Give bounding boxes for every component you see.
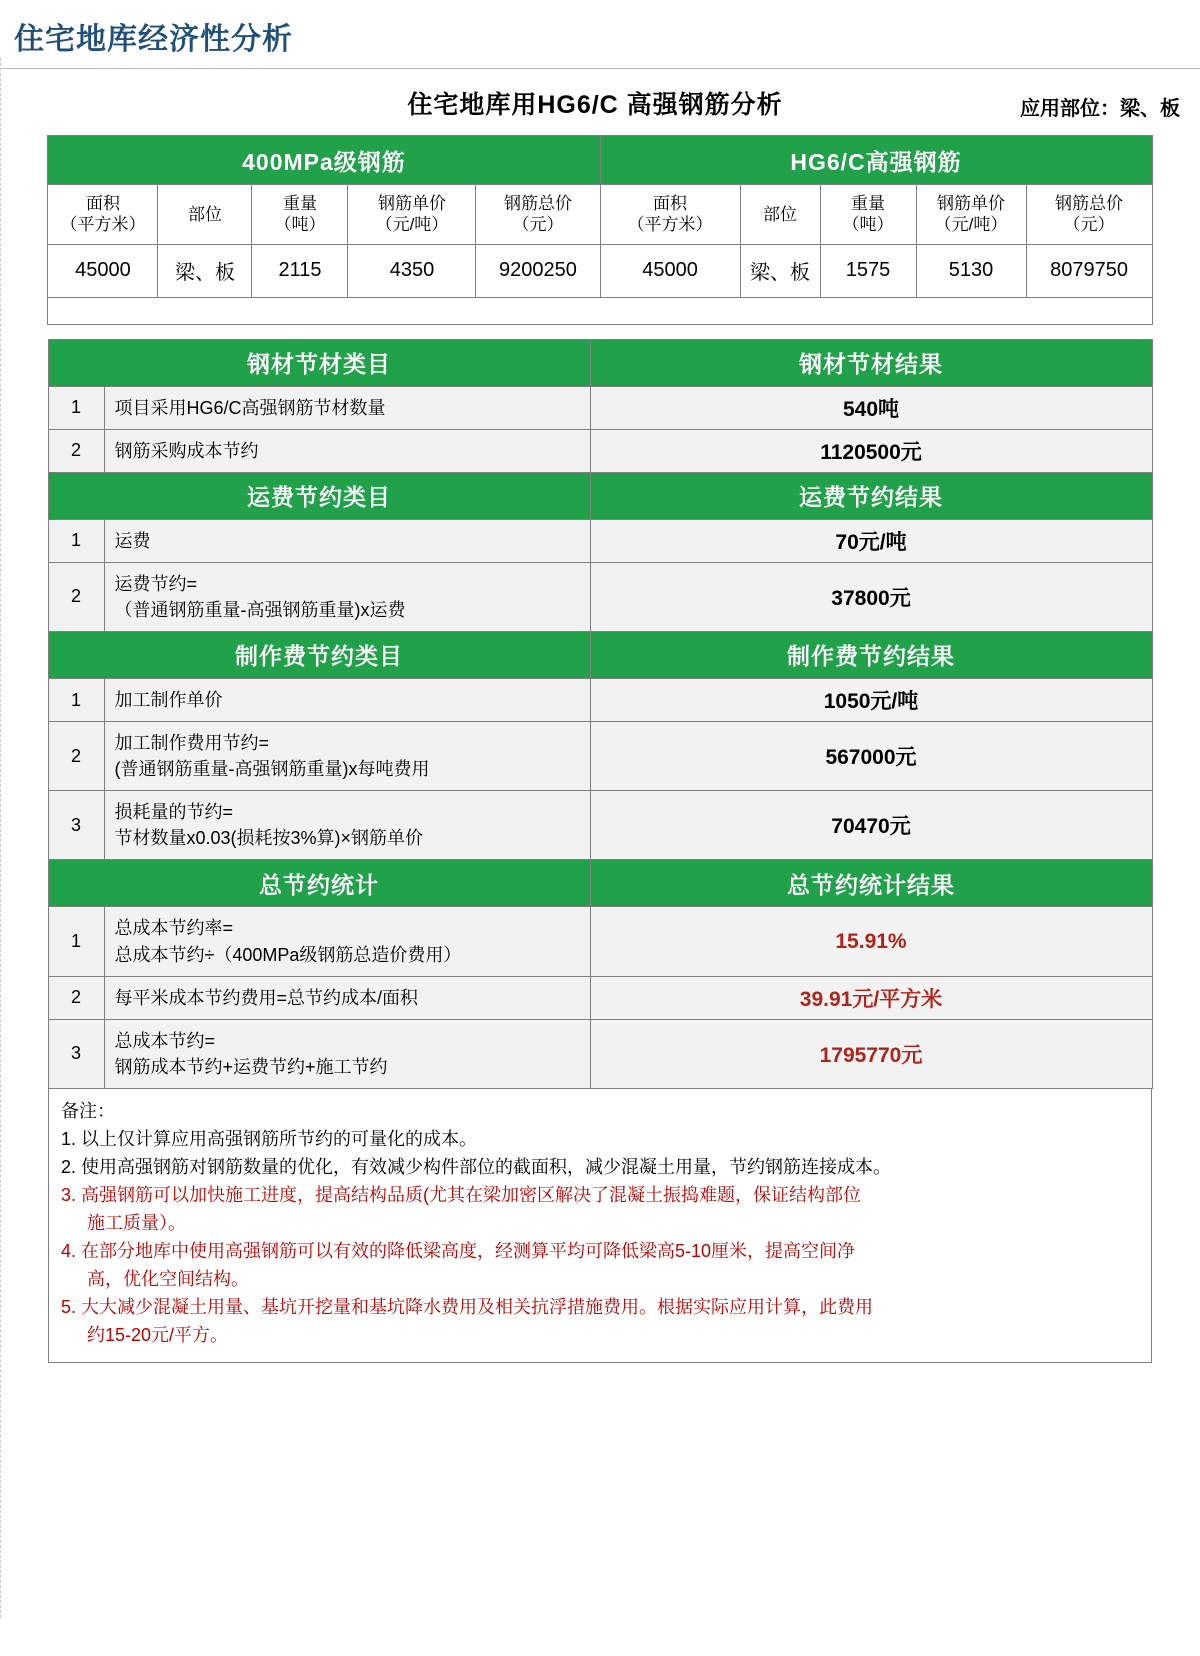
table-row bbox=[48, 722, 1152, 791]
note-item-3: 3. 高强钢筋可以加快施工进度，提高结构品质(尤其在梁加密区解决了混凝土振捣难题，保证结构部位 bbox=[61, 1184, 862, 1205]
document-header bbox=[0, 69, 1200, 135]
val-left-unit-price: 4350 bbox=[348, 244, 476, 297]
comparison-blank-cell bbox=[48, 297, 1152, 324]
col-left-unit-price-l2: （元/吨） bbox=[375, 215, 449, 235]
col-right-area-l1: 面积 bbox=[653, 194, 688, 213]
section-title-fabrication: 制作费节约类目 bbox=[48, 631, 590, 678]
row-desc-line1: 损耗量的节约= bbox=[114, 802, 234, 823]
section-result-title-freight: 运费节约结果 bbox=[590, 472, 1152, 519]
col-right-unit-price bbox=[916, 185, 1026, 245]
row-desc bbox=[104, 562, 590, 631]
row-result: 37800元 bbox=[590, 562, 1152, 631]
val-left-position: 梁、板 bbox=[158, 244, 252, 297]
row-number: 1 bbox=[48, 519, 104, 562]
row-number: 1 bbox=[48, 678, 104, 721]
row-desc-line2: 钢筋成本节约+运费节约+施工节约 bbox=[114, 1056, 388, 1077]
table-row bbox=[48, 976, 1152, 1019]
table-row bbox=[48, 429, 1152, 472]
comparison-group-header-row bbox=[48, 136, 1152, 185]
apply-position-label: 应用部位：梁、板 bbox=[1020, 98, 1180, 120]
col-left-area bbox=[48, 185, 158, 245]
group-header-hg6c: HG6/C高强钢筋 bbox=[600, 136, 1152, 185]
note-item-5-cont: 约15-20元/平方。 bbox=[87, 1324, 229, 1345]
section-title-total: 总节约统计 bbox=[48, 860, 590, 907]
row-number: 1 bbox=[48, 386, 104, 429]
col-right-weight-l1: 重量 bbox=[851, 194, 886, 213]
col-left-unit-price bbox=[348, 185, 476, 245]
row-number: 2 bbox=[48, 976, 104, 1019]
col-right-total-price-l2: （元） bbox=[1063, 215, 1115, 235]
table-row bbox=[48, 678, 1152, 721]
col-left-area-l1: 面积 bbox=[85, 194, 120, 213]
section-header-row bbox=[48, 472, 1152, 519]
val-left-total-price: 9200250 bbox=[476, 244, 600, 297]
row-result: 1795770元 bbox=[590, 1019, 1152, 1088]
comparison-table bbox=[47, 135, 1152, 325]
row-desc bbox=[104, 907, 590, 976]
page-edge-marker bbox=[0, 58, 4, 1618]
col-right-area bbox=[600, 185, 740, 245]
val-right-position: 梁、板 bbox=[740, 244, 820, 297]
row-result: 15.91% bbox=[590, 907, 1152, 976]
note-item-4: 4. 在部分地库中使用高强钢筋可以有效的降低梁高度，经测算平均可降低梁高5-10厘米，提高空间净 bbox=[61, 1240, 856, 1261]
row-desc-line2: (普通钢筋重量-高强钢筋重量)x每吨费用 bbox=[114, 759, 430, 780]
row-number: 3 bbox=[48, 1019, 104, 1088]
val-left-weight: 2115 bbox=[252, 244, 348, 297]
row-number: 3 bbox=[48, 791, 104, 860]
row-result: 1050元/吨 bbox=[590, 678, 1152, 721]
row-number: 2 bbox=[48, 429, 104, 472]
col-left-total-price bbox=[476, 185, 600, 245]
col-left-weight bbox=[252, 185, 348, 245]
row-desc bbox=[104, 791, 590, 860]
val-right-area: 45000 bbox=[600, 244, 740, 297]
section-result-title-steel: 钢材节材结果 bbox=[590, 339, 1152, 386]
row-desc-line2: 总成本节约÷（400MPa级钢筋总造价费用） bbox=[114, 944, 462, 965]
row-desc-line1: 运费节约= bbox=[114, 573, 198, 594]
row-number: 1 bbox=[48, 907, 104, 976]
row-number: 2 bbox=[48, 562, 104, 631]
note-item-4-cont: 高，优化空间结构。 bbox=[87, 1268, 249, 1289]
table-row bbox=[48, 907, 1152, 976]
val-right-weight: 1575 bbox=[820, 244, 916, 297]
row-desc-line2: （普通钢筋重量-高强钢筋重量)x运费 bbox=[114, 599, 406, 620]
section-title-steel: 钢材节材类目 bbox=[48, 339, 590, 386]
section-header-row bbox=[48, 339, 1152, 386]
row-desc-line2: 节材数量x0.03(损耗按3%算)×钢筋单价 bbox=[114, 828, 424, 849]
section-header-row bbox=[48, 631, 1152, 678]
note-item-2: 2. 使用高强钢筋对钢筋数量的优化，有效减少构件部位的截面积，减少混凝土用量，节约钢筋连接成本。 bbox=[61, 1156, 892, 1177]
note-item-5: 5. 大大减少混凝土用量、基坑开挖量和基坑降水费用及相关抗浮措施费用。根据实际应用计算，此费用 bbox=[61, 1296, 874, 1317]
col-left-area-l2: （平方米） bbox=[60, 215, 146, 235]
group-header-400mpa: 400MPa级钢筋 bbox=[48, 136, 600, 185]
table-row bbox=[48, 791, 1152, 860]
col-left-total-price-l2: （元） bbox=[512, 215, 564, 235]
row-result: 39.91元/平方米 bbox=[590, 976, 1152, 1019]
table-row bbox=[48, 386, 1152, 429]
table-row bbox=[48, 519, 1152, 562]
val-right-unit-price: 5130 bbox=[916, 244, 1026, 297]
val-left-area: 45000 bbox=[48, 244, 158, 297]
col-left-unit-price-l1: 钢筋单价 bbox=[377, 194, 446, 213]
row-desc: 每平米成本节约费用=总节约成本/面积 bbox=[104, 976, 590, 1019]
row-result: 70元/吨 bbox=[590, 519, 1152, 562]
col-right-total-price-l1: 钢筋总价 bbox=[1055, 194, 1124, 213]
row-desc: 加工制作单价 bbox=[104, 678, 590, 721]
row-desc bbox=[104, 722, 590, 791]
row-desc-line1: 总成本节约率= bbox=[114, 918, 234, 939]
note-item-3-cont: 施工质量）。 bbox=[87, 1212, 186, 1233]
comparison-value-row bbox=[48, 244, 1152, 297]
row-desc: 运费 bbox=[104, 519, 590, 562]
col-left-total-price-l1: 钢筋总价 bbox=[503, 194, 572, 213]
col-right-unit-price-l2: （元/吨） bbox=[934, 215, 1008, 235]
row-result: 567000元 bbox=[590, 722, 1152, 791]
row-desc-line1: 加工制作费用节约= bbox=[114, 733, 270, 754]
col-right-total-price bbox=[1026, 185, 1152, 245]
col-right-unit-price-l1: 钢筋单价 bbox=[937, 194, 1006, 213]
section-result-title-fabrication: 制作费节约结果 bbox=[590, 631, 1152, 678]
row-desc: 钢筋采购成本节约 bbox=[104, 429, 590, 472]
notes-block bbox=[48, 1089, 1152, 1363]
section-header-row bbox=[48, 860, 1152, 907]
section-steel-saving bbox=[48, 339, 1153, 1089]
col-left-weight-l1: 重量 bbox=[282, 194, 317, 213]
row-result: 70470元 bbox=[590, 791, 1152, 860]
col-left-position: 部位 bbox=[158, 185, 252, 245]
notes-title: 备注： bbox=[61, 1100, 115, 1121]
row-desc: 项目采用HG6/C高强钢筋节材数量 bbox=[104, 386, 590, 429]
table-row bbox=[48, 1019, 1152, 1088]
note-item-1: 1. 以上仅计算应用高强钢筋所节约的可量化的成本。 bbox=[61, 1128, 478, 1149]
col-right-weight bbox=[820, 185, 916, 245]
row-number: 2 bbox=[48, 722, 104, 791]
row-desc-line1: 总成本节约= bbox=[114, 1030, 216, 1051]
col-left-weight-l2: （吨） bbox=[274, 215, 326, 235]
col-right-position: 部位 bbox=[740, 185, 820, 245]
row-result: 1120500元 bbox=[590, 429, 1152, 472]
main-title: 住宅地库用HG6/C 高强钢筋分析 bbox=[407, 91, 783, 119]
comparison-blank-row bbox=[48, 297, 1152, 324]
row-desc bbox=[104, 1019, 590, 1088]
row-result: 540吨 bbox=[590, 386, 1152, 429]
val-right-total-price: 8079750 bbox=[1026, 244, 1152, 297]
comparison-column-header-row bbox=[48, 185, 1152, 245]
table-row bbox=[48, 562, 1152, 631]
section-result-title-total: 总节约统计结果 bbox=[590, 860, 1152, 907]
section-title-freight: 运费节约类目 bbox=[48, 472, 590, 519]
page-title: 住宅地库经济性分析 bbox=[14, 23, 293, 56]
col-right-area-l2: （平方米） bbox=[627, 215, 713, 235]
col-right-weight-l2: （吨） bbox=[842, 215, 894, 235]
